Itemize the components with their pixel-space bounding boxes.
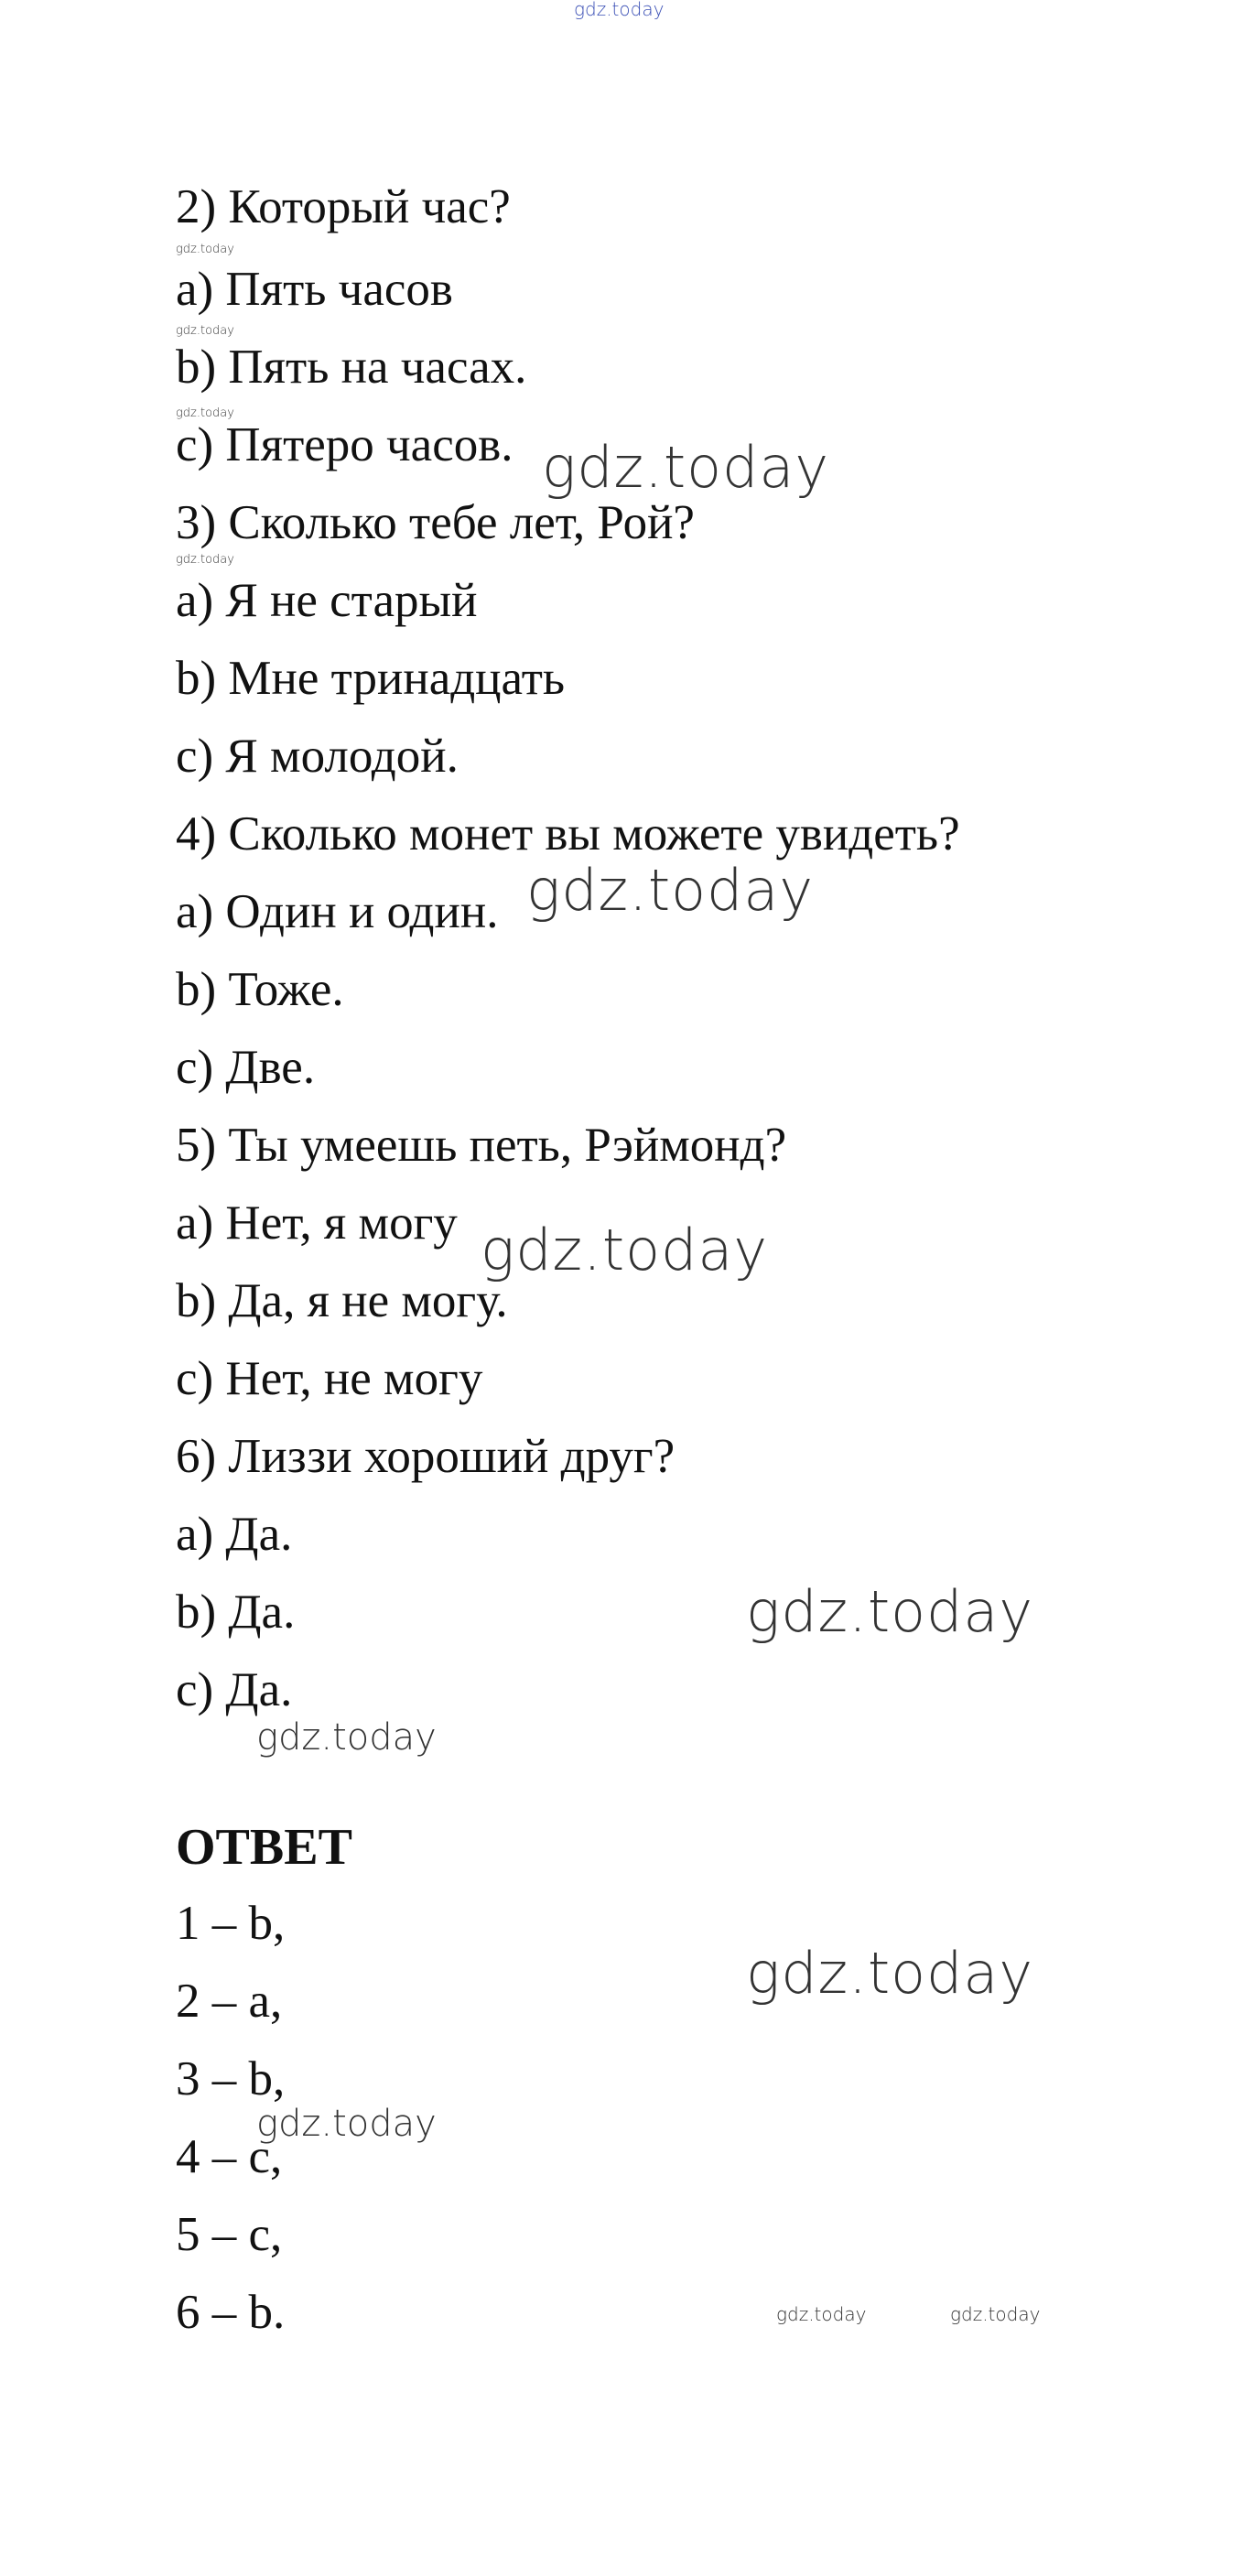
- question-4: 4) Сколько монет вы можете увидеть?: [176, 807, 960, 860]
- watermark-top: gdz.today: [574, 0, 665, 20]
- option-6b: b) Да.: [176, 1586, 296, 1639]
- question-5: 5) Ты умеешь петь, Рэймонд?: [176, 1119, 787, 1172]
- option-5a: a) Нет, я могу: [176, 1196, 458, 1250]
- question-3: 3) Сколько тебе лет, Рой?: [176, 496, 695, 549]
- option-5c: c) Нет, не могу: [176, 1352, 483, 1405]
- option-3a: a) Я не старый: [176, 574, 478, 627]
- option-4c: c) Две.: [176, 1041, 316, 1094]
- option-3c: c) Я молодой.: [176, 730, 459, 783]
- answer-item-1: 1 – b,: [176, 1897, 286, 1950]
- watermark-large: gdz.today: [746, 1940, 1034, 2007]
- option-4b: b) Тоже.: [176, 963, 344, 1016]
- watermark-medium: gdz.today: [256, 2103, 437, 2145]
- watermark-small: gdz.today: [176, 243, 234, 256]
- watermark-large: gdz.today: [746, 1578, 1034, 1645]
- answer-item-3: 3 – b,: [176, 2052, 286, 2105]
- option-6c: c) Да.: [176, 1663, 293, 1716]
- answer-item-5: 5 – c,: [176, 2208, 283, 2261]
- question-6: 6) Лиззи хороший друг?: [176, 1430, 676, 1483]
- option-2b: b) Пять на часах.: [176, 341, 527, 394]
- answer-item-4: 4 – c,: [176, 2130, 283, 2183]
- watermark-large: gdz.today: [526, 857, 815, 924]
- answer-heading: ОТВЕТ: [176, 1819, 352, 1876]
- option-2a: a) Пять часов: [176, 263, 453, 316]
- answer-item-6: 6 – b.: [176, 2286, 286, 2339]
- watermark-small: gdz.today: [176, 324, 234, 338]
- option-6a: a) Да.: [176, 1508, 293, 1561]
- watermark-small: gdz.today: [776, 2303, 867, 2325]
- option-3b: b) Мне тринадцать: [176, 652, 566, 705]
- watermark-small: gdz.today: [176, 553, 234, 567]
- option-5b: b) Да, я не могу.: [176, 1274, 508, 1327]
- watermark-large: gdz.today: [481, 1217, 769, 1283]
- answer-item-2: 2 – a,: [176, 1975, 283, 2028]
- option-2c: c) Пятеро часов.: [176, 418, 513, 471]
- watermark-large: gdz.today: [542, 434, 830, 501]
- watermark-small: gdz.today: [176, 406, 234, 420]
- option-4a: a) Один и один.: [176, 885, 499, 938]
- watermark-small: gdz.today: [950, 2303, 1041, 2325]
- watermark-medium: gdz.today: [256, 1716, 437, 1759]
- question-2: 2) Который час?: [176, 180, 511, 233]
